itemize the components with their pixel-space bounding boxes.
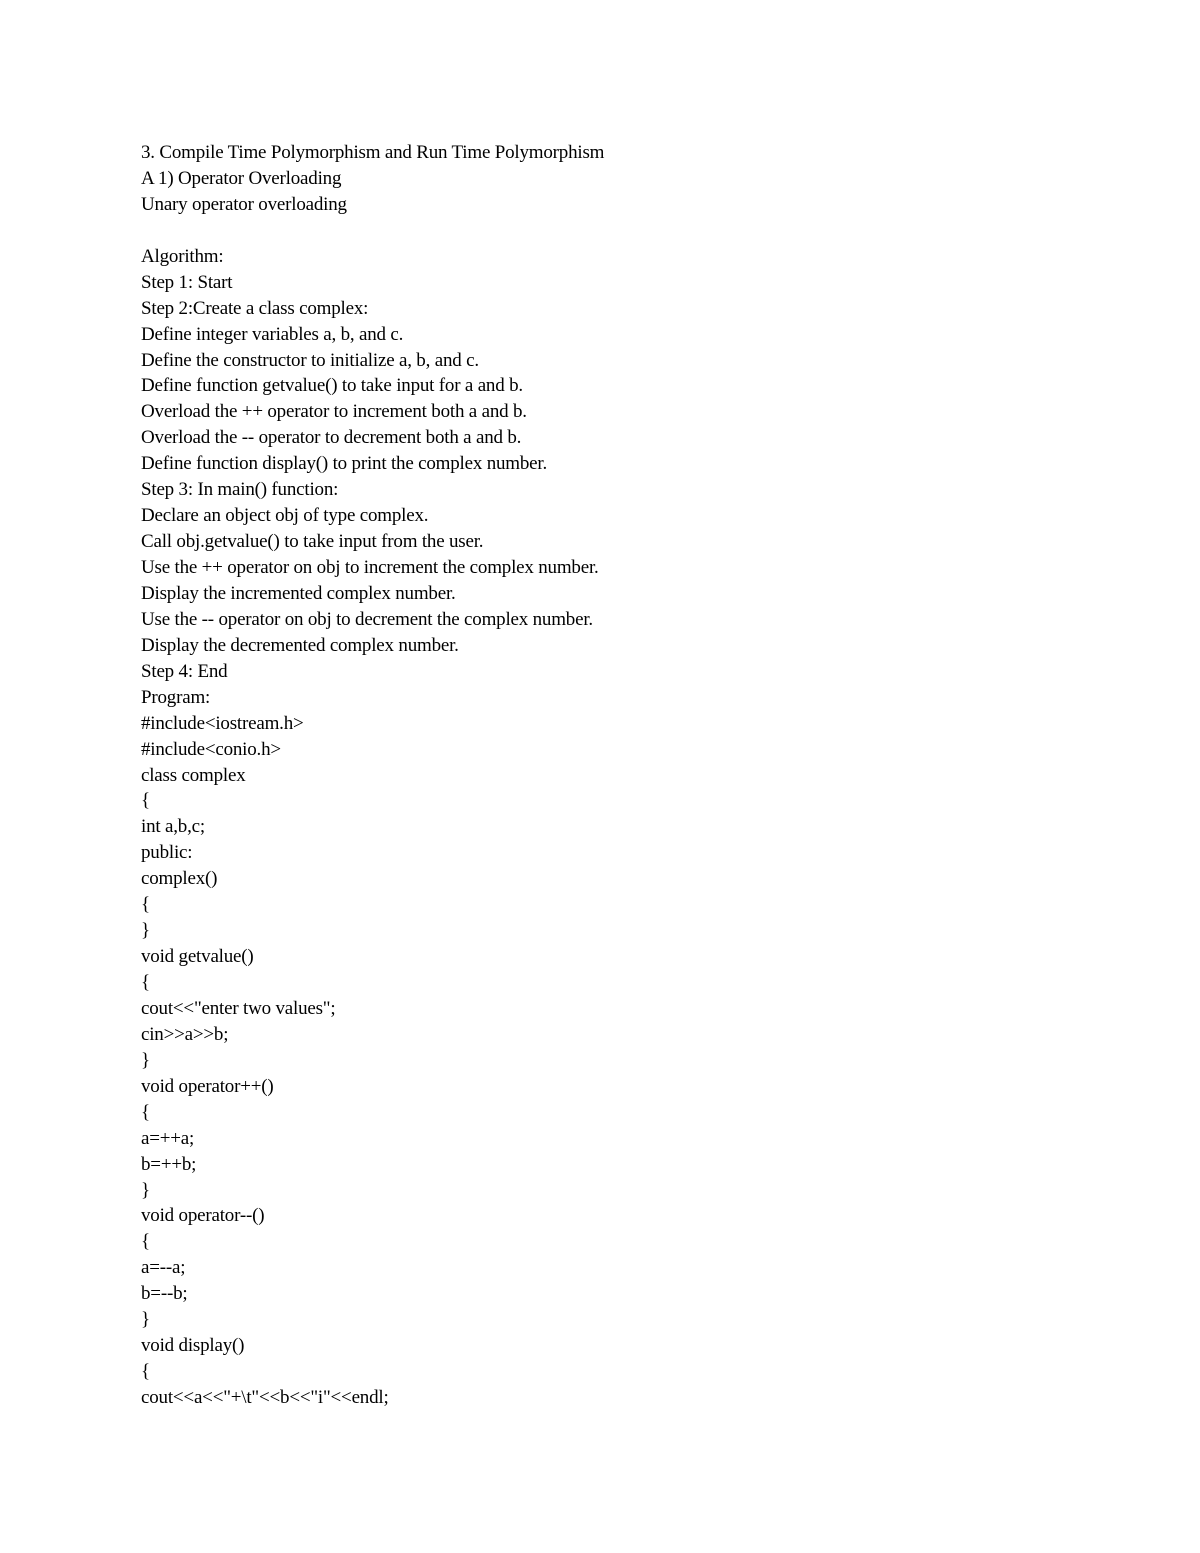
code-line: #include<conio.h>: [141, 738, 281, 760]
algorithm-line: Step 3: In main() function:: [141, 479, 339, 501]
code-line: void operator--(): [141, 1205, 265, 1227]
algorithm-section: [141, 244, 1121, 685]
algorithm-line: Algorithm:: [141, 245, 224, 267]
algorithm-line: Use the ++ operator on obj to increment the complex number.: [141, 557, 599, 578]
document-heading: 3. Compile Time Polymorphism and Run Time Polymorphism: [141, 142, 605, 163]
algorithm-line: Use the -- operator on obj to decrement the complex number.: [141, 608, 593, 630]
algorithm-line: Declare an object obj of type complex.: [141, 505, 429, 527]
algorithm-line: Overload the ++ operator to increment both a and b.: [141, 401, 527, 423]
code-line: void display(): [141, 1335, 245, 1357]
code-line: {: [141, 972, 150, 993]
code-line: {: [141, 790, 150, 812]
code-line: {: [141, 1361, 150, 1383]
code-line: {: [141, 1101, 150, 1123]
algorithm-line: Overload the -- operator to decrement both a and b.: [141, 427, 522, 449]
blank-line: [141, 218, 1121, 244]
algorithm-line: Define the constructor to initialize a, b, and c.: [141, 349, 479, 371]
code-line: }: [141, 920, 150, 942]
code-line: }: [141, 1309, 150, 1331]
code-line: cin>>a>>b;: [141, 1023, 229, 1045]
code-line: #include<iostream.h>: [141, 712, 304, 734]
code-line: {: [141, 894, 150, 916]
code-line: a=++a;: [141, 1127, 195, 1149]
document-subheading: A 1) Operator Overloading: [141, 167, 342, 189]
algorithm-line: Step 1: Start: [141, 271, 233, 293]
algorithm-line: Call obj.getvalue() to take input from the user.: [141, 531, 484, 553]
code-line: b=++b;: [141, 1153, 197, 1175]
program-code: [141, 711, 1121, 1411]
code-line: {: [141, 1231, 150, 1253]
program-label: Program:: [141, 686, 211, 708]
document-body: [141, 140, 1121, 1411]
code-line: b=--b;: [141, 1283, 188, 1305]
algorithm-line: Define integer variables a, b, and c.: [141, 323, 404, 345]
algorithm-line: Step 2:Create a class complex:: [141, 297, 369, 319]
algorithm-line: Define function display() to print the complex number.: [141, 453, 548, 475]
document-topic: Unary operator overloading: [141, 193, 347, 215]
code-line: }: [141, 1179, 150, 1201]
algorithm-line: Display the decremented complex number.: [141, 634, 459, 656]
algorithm-line: Display the incremented complex number.: [141, 582, 456, 604]
code-line: a=--a;: [141, 1257, 186, 1279]
code-line: void getvalue(): [141, 946, 254, 968]
code-line: }: [141, 1049, 150, 1071]
code-line: cout<<"enter two values";: [141, 997, 336, 1019]
code-line: public:: [141, 842, 193, 864]
code-line: class complex: [141, 764, 246, 786]
code-line: void operator++(): [141, 1075, 274, 1097]
code-line: cout<<a<<"+\t"<<b<<"i"<<endl;: [141, 1387, 389, 1408]
algorithm-line: Define function getvalue() to take input for a and b.: [141, 375, 523, 397]
code-line: complex(): [141, 868, 218, 890]
algorithm-line: Step 4: End: [141, 660, 228, 682]
code-line: int a,b,c;: [141, 816, 205, 838]
